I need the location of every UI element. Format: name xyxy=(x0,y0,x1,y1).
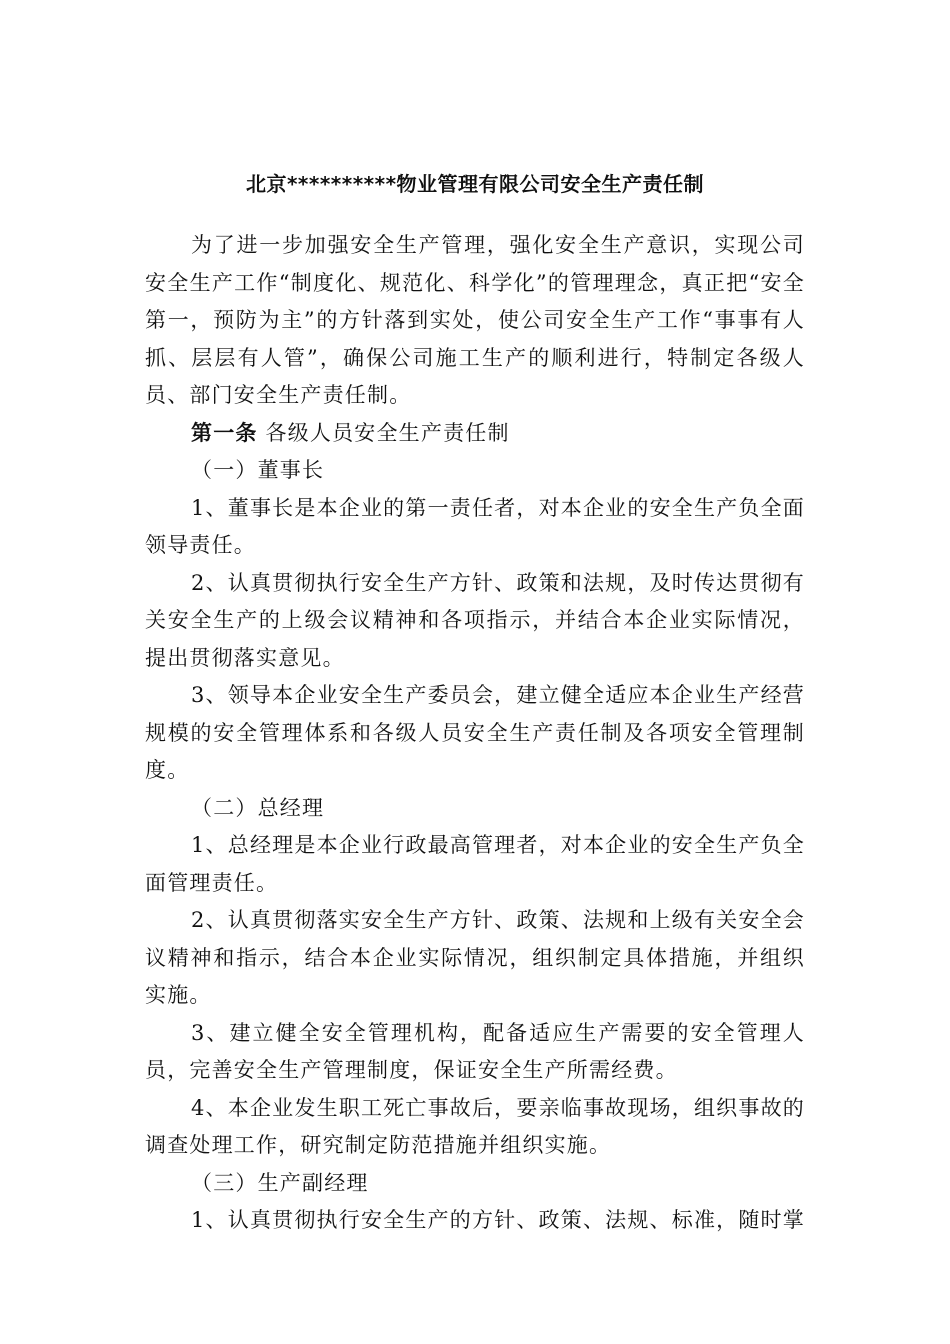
general-manager-item-2: 2、认真贯彻落实安全生产方针、政策、法规和上级有关安全会议精神和指示，结合本企业实际情况，组织制定具体措施，并组织实施。 xyxy=(145,908,805,1007)
section-heading-production-deputy: （三）生产副经理 xyxy=(191,1170,369,1195)
article-title: 各级人员安全生产责任制 xyxy=(257,420,510,445)
section-heading-general-manager: （二）总经理 xyxy=(191,795,325,820)
document-body xyxy=(145,227,805,1240)
section-heading-chairman: （一）董事长 xyxy=(191,458,325,482)
general-manager-item-4: 4、本企业发生职工死亡事故后，要亲临事故现场，组织事故的调查处理工作，研究制定防范措施并组织实施。 xyxy=(145,1095,805,1157)
document-title: 北京**********物业管理有限公司安全生产责任制 xyxy=(245,172,705,196)
chairman-item-1: 1、董事长是本企业的第一责任者，对本企业的安全生产负全面领导责任。 xyxy=(145,495,805,557)
intro-paragraph: 为了进一步加强安全生产管理，强化安全生产意识，实现公司安全生产工作“制度化、规范化、科学化”的管理理念，真正把“安全第一，预防为主”的方针落到实处，使公司安全生产工作“事事有人抓、层层有人管”，确保公司施工生产的顺利进行，特制定各级人员、部门安全生产责任制。 xyxy=(145,233,805,407)
general-manager-item-3: 3、建立健全安全管理机构，配备适应生产需要的安全管理人员，完善安全生产管理制度，保证安全生产所需经费。 xyxy=(145,1020,805,1082)
chairman-item-3: 3、领导本企业安全生产委员会，建立健全适应本企业生产经营规模的安全管理体系和各级人员安全生产责任制及各项安全管理制度。 xyxy=(145,683,805,782)
article-heading xyxy=(145,415,805,453)
chairman-item-2: 2、认真贯彻执行安全生产方针、政策和法规，及时传达贯彻有关安全生产的上级会议精神和各项指示，并结合本企业实际情况，提出贯彻落实意见。 xyxy=(145,570,805,670)
production-deputy-item-1: 1、认真贯彻执行安全生产的方针、政策、法规、标准，随时掌 xyxy=(191,1208,805,1232)
article-label: 第一条 xyxy=(191,420,258,445)
general-manager-item-1: 1、总经理是本企业行政最高管理者，对本企业的安全生产负全面管理责任。 xyxy=(145,833,805,895)
